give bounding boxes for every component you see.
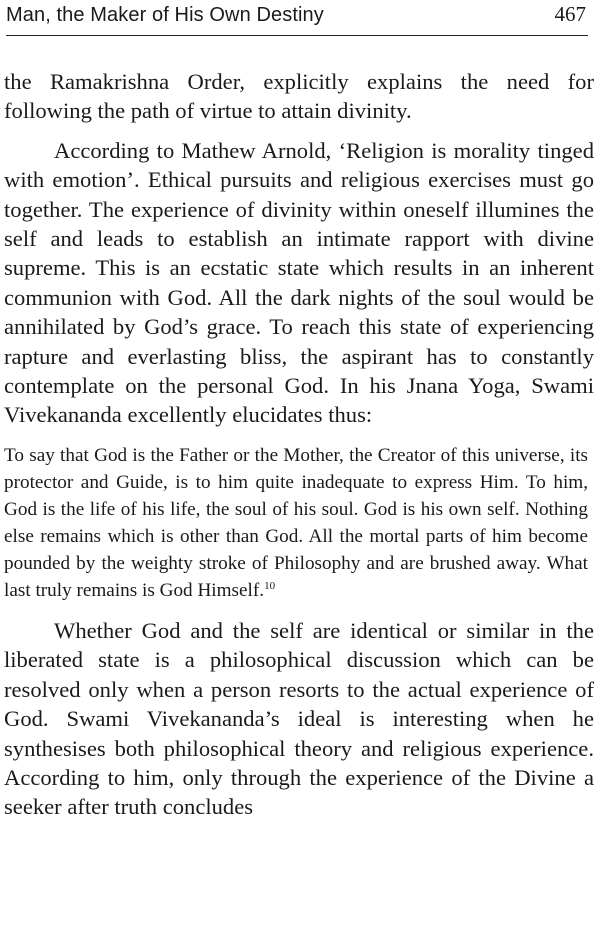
footnote-marker: 10 [264, 579, 276, 592]
paragraph-whether: Whether God and the self are identical or similar in the liberated state is a philosophical discussion which can be resolved only when a person resorts to the actual experience of God. Swami Vivekananda’s ideal is interesting when he synthesises both philosophical theory and religious experience. According to him, only through the experience of the Divine a seeker after truth concludes [4, 617, 594, 820]
running-title: Man, the Maker of His Own Destiny [6, 4, 324, 26]
quote-text: To say that God is the Father or the Mother, the Creator of this universe, its protector and Guide, is to him quite inadequate to express Him. To him, God is the life of his life, the soul of his soul. God is his own self. Nothing else remains which is other than God. All the mortal parts of him become pounded by the weighty stroke of Philosophy and are brushed away. What last truly remains is God Himself. [4, 444, 588, 601]
paragraph-arnold: According to Mathew Arnold, ‘Religion is morality tinged with emotion’. Ethical pursuits and religious exercises must go together. The experience of divinity within oneself illumines the self and leads to establish an intimate rapport with divine supreme. This is an ecstatic state which results in an inherent communion with God. All the dark nights of the soul would be annihilated by God’s grace. To reach this state of experiencing rapture and everlasting bliss, the aspirant has to constantly contemplate on the personal God. In his Jnana Yoga, Swami Vivekananda excellently elucidates thus: [4, 137, 594, 428]
paragraph-continued: the Ramakrishna Order, explicitly explains the need for following the path of virtue to attain divinity. [4, 69, 594, 124]
header-rule [6, 35, 588, 36]
running-head [6, 2, 588, 34]
body-text [4, 67, 594, 822]
block-quote [4, 442, 588, 604]
page-number: 467 [554, 2, 586, 26]
